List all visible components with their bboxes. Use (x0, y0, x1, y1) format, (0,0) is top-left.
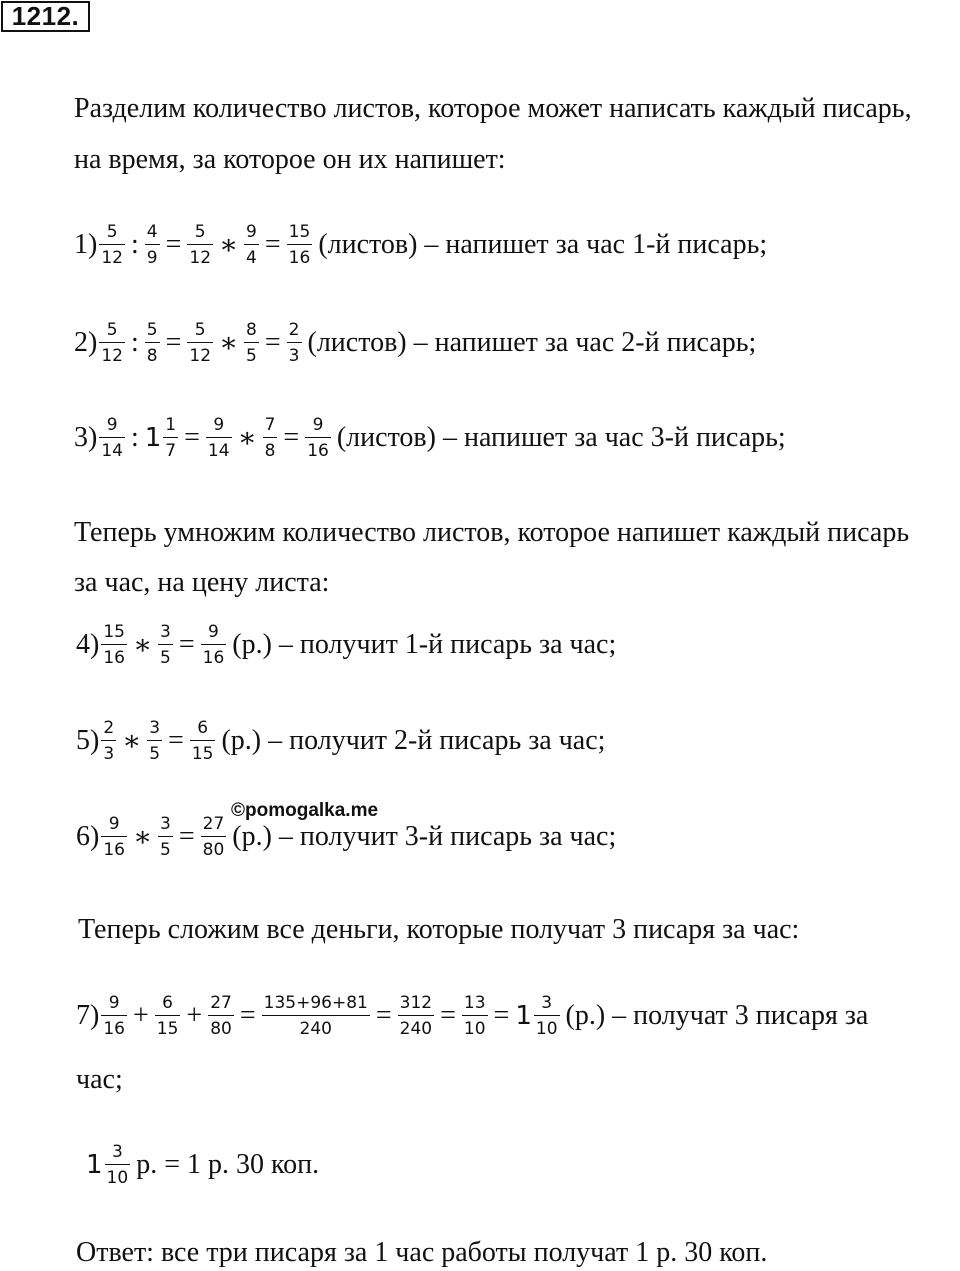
step-2 (74, 320, 756, 366)
denominator: 12 (99, 244, 125, 268)
denominator: 15 (190, 740, 216, 764)
step-text: (р.) – получит 1-й писарь за час; (232, 629, 617, 660)
equals-sign: = (264, 229, 281, 260)
equals-sign: = (165, 327, 182, 358)
middle-line-1: Теперь умножим количество листов, которое напишет каждый писарь (74, 517, 910, 548)
operator: ∗ (132, 822, 152, 853)
fraction (187, 222, 213, 268)
denominator: 8 (263, 437, 278, 461)
intro-line-2: на время, за которое он их напишет: (74, 144, 506, 175)
numerator: 15 (288, 222, 311, 242)
operator: : (130, 229, 139, 260)
equals-sign: = (440, 1000, 456, 1031)
whole-part: 1 (144, 423, 162, 453)
denominator: 5 (147, 740, 162, 764)
fraction (101, 622, 127, 668)
fraction (201, 622, 227, 668)
numerator: 5 (194, 222, 206, 242)
equals-sign: = (178, 629, 195, 660)
numerator: 27 (202, 814, 225, 834)
denominator: 8 (145, 342, 160, 366)
denominator: 4 (244, 244, 259, 268)
operator: : (130, 422, 139, 453)
denominator: 9 (145, 244, 160, 268)
fraction (287, 320, 302, 366)
fraction (534, 993, 560, 1039)
step-text: (листов) – напишет за час 3-й писарь; (336, 422, 786, 453)
fraction (101, 718, 116, 764)
watermark-text: ©pomogalka.me (231, 800, 379, 821)
denominator: 15 (155, 1015, 181, 1039)
operator: + (186, 1000, 203, 1031)
numerator: 15 (103, 622, 125, 642)
numerator: 8 (246, 320, 257, 340)
intro-line-1: Разделим количество листов, которое может написать каждый писарь, (74, 93, 912, 124)
fraction (145, 320, 160, 366)
equals-sign: = (184, 422, 200, 453)
fraction (462, 993, 488, 1039)
numerator: 3 (149, 718, 161, 738)
fraction (208, 993, 234, 1039)
denominator: 5 (244, 342, 259, 366)
denominator: 16 (101, 644, 127, 668)
middle-line-2: за час, на цену листа: (74, 567, 330, 598)
denominator: 5 (158, 644, 173, 668)
step-label: 6) (76, 821, 100, 852)
fraction (155, 993, 181, 1039)
numerator: 9 (208, 622, 219, 642)
operator: ∗ (122, 726, 142, 757)
fraction (158, 814, 173, 860)
denominator: 80 (208, 1015, 234, 1039)
numerator: 9 (312, 415, 324, 435)
denominator: 240 (398, 1015, 434, 1039)
equals-sign: = (375, 1000, 392, 1031)
denominator: 16 (305, 437, 331, 461)
numerator: 9 (108, 814, 120, 834)
denominator: 10 (534, 1015, 560, 1039)
numerator: 9 (106, 415, 118, 435)
step-text: (р.) – получит 3-й писарь за час; (232, 821, 617, 852)
numerator: 13 (463, 993, 486, 1013)
numerator: 5 (146, 320, 158, 340)
numerator: 5 (106, 320, 118, 340)
step-3 (74, 415, 786, 461)
equals-sign: = (168, 725, 184, 756)
fraction (145, 222, 160, 268)
numerator: 9 (246, 222, 257, 242)
step-label: 7) (76, 1000, 100, 1031)
conversion (84, 1142, 319, 1188)
operator: ∗ (237, 423, 257, 454)
operator: ∗ (132, 630, 152, 661)
numerator: 6 (162, 993, 173, 1013)
step-6 (76, 814, 616, 860)
denominator: 16 (201, 644, 227, 668)
operator: ∗ (219, 328, 239, 359)
numerator: 312 (399, 993, 433, 1013)
fraction (101, 993, 127, 1039)
numerator: 5 (106, 222, 118, 242)
fraction (201, 814, 227, 860)
denominator: 16 (287, 244, 313, 268)
numerator: 2 (103, 718, 115, 738)
fraction (287, 222, 313, 268)
numerator: 9 (213, 415, 225, 435)
equals-sign: = (178, 821, 195, 852)
conversion-text: р. = 1 р. 30 коп. (136, 1149, 320, 1180)
fraction (305, 415, 331, 461)
numerator: 6 (197, 718, 209, 738)
fraction (187, 320, 213, 366)
step-text: (листов) – напишет за час 2-й писарь; (307, 327, 757, 358)
numerator: 3 (541, 993, 553, 1013)
denominator: 14 (99, 437, 125, 461)
equals-sign: = (264, 327, 281, 358)
whole-part: 1 (86, 1150, 103, 1180)
fraction (99, 320, 125, 366)
step-5 (76, 718, 605, 764)
answer-line: Ответ: все три писаря за 1 час работы получат 1 р. 30 коп. (76, 1237, 768, 1268)
step-7 (76, 993, 868, 1039)
fraction (244, 222, 259, 268)
step-text: (р.) – получат 3 писаря за (565, 1000, 869, 1031)
fraction (99, 415, 125, 461)
denominator: 7 (163, 437, 178, 461)
denominator: 16 (101, 836, 127, 860)
denominator: 80 (201, 836, 227, 860)
fraction (190, 718, 216, 764)
step-label: 5) (76, 725, 100, 756)
operator: : (130, 327, 139, 358)
fraction (206, 415, 232, 461)
equals-sign: = (239, 1000, 256, 1031)
fraction (105, 1142, 131, 1188)
numerator: 27 (210, 993, 232, 1013)
denominator: 3 (287, 342, 302, 366)
denominator: 240 (262, 1015, 370, 1039)
step-label: 4) (76, 629, 100, 660)
numerator: 2 (288, 320, 300, 340)
denominator: 16 (101, 1015, 127, 1039)
equals-sign: = (165, 229, 182, 260)
fraction (163, 415, 178, 461)
step-text: (листов) – напишет за час 1-й писарь; (318, 229, 768, 260)
operator: + (132, 1000, 149, 1031)
fraction (99, 222, 125, 268)
fraction (263, 415, 278, 461)
denominator: 3 (101, 740, 116, 764)
numerator: 5 (194, 320, 206, 340)
whole-part: 1 (515, 1001, 532, 1031)
step-7-continuation: час; (76, 1064, 123, 1095)
fraction (147, 718, 162, 764)
equals-sign: = (493, 1000, 510, 1031)
fraction (244, 320, 259, 366)
denominator: 12 (99, 342, 125, 366)
numerator: 7 (264, 415, 276, 435)
operator: ∗ (219, 230, 239, 261)
step-1 (74, 222, 767, 268)
numerator: 9 (108, 993, 120, 1013)
problem-number: 1212. (1, 1, 90, 32)
denominator: 5 (158, 836, 173, 860)
numerator: 135+96+81 (263, 993, 368, 1013)
numerator: 1 (165, 415, 177, 435)
numerator: 3 (160, 622, 171, 642)
numerator: 3 (160, 814, 171, 834)
step-label: 1) (74, 229, 98, 260)
denominator: 14 (206, 437, 232, 461)
denominator: 10 (105, 1164, 131, 1188)
fraction (398, 993, 434, 1039)
fraction (262, 993, 370, 1039)
numerator: 3 (111, 1142, 123, 1162)
step-label: 3) (74, 422, 98, 453)
sum-intro: Теперь сложим все деньги, которые получат 3 писаря за час: (78, 914, 800, 945)
step-4 (76, 622, 616, 668)
numerator: 4 (146, 222, 158, 242)
denominator: 12 (187, 244, 213, 268)
fraction (158, 622, 173, 668)
step-label: 2) (74, 327, 98, 358)
denominator: 10 (462, 1015, 488, 1039)
equals-sign: = (283, 422, 300, 453)
fraction (101, 814, 127, 860)
denominator: 12 (187, 342, 213, 366)
step-text: (р.) – получит 2-й писарь за час; (221, 725, 606, 756)
